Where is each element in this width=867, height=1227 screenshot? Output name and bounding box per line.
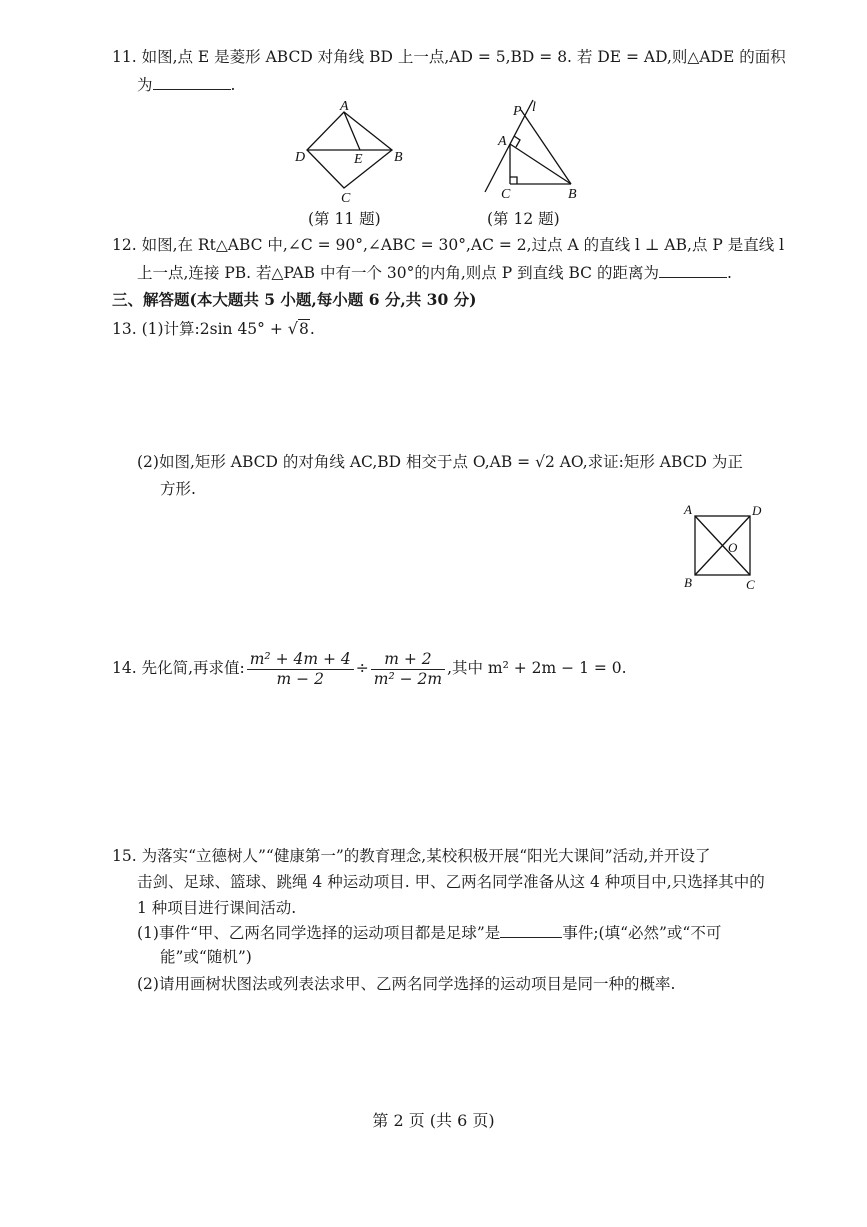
q14-prefix: 14. 先化简,再求值: [112,659,245,677]
sqrt-icon: √ [287,319,298,338]
q11-line-2 [137,74,235,96]
q14-fraction-1 [247,650,354,689]
q11-line-2-prefix: 为 [137,76,153,94]
q11-line-2-suffix: . [230,76,236,94]
q11-label-c: C [341,191,351,206]
q12-label-a: A [498,134,507,149]
q13-label-a: A [684,502,692,517]
q11-label-a: A [340,99,349,114]
right-angle-c [510,177,517,184]
q15-line-3: 1 种项目进行课间活动. [137,899,297,917]
q15-part-2: (2)请用画树状图法或列表法求甲、乙两名同学选择的运动项目是同一种的概率. [137,975,676,993]
q11-label-e: E [354,152,363,167]
q13-label-b: B [684,575,692,590]
q15-answer-blank [500,923,562,938]
page-footer: 第 2 页 (共 6 页) [372,1111,495,1130]
q15-part-1-prefix: (1)事件“甲、乙两名同学选择的运动项目都是足球”是 [137,924,501,942]
q11-rhombus-figure [290,98,410,210]
q13-part-2-line-2: 方形. [160,480,196,498]
q13-rectangle-figure [678,500,768,592]
q13-label-o: O [728,540,738,555]
q14-suffix: ,其中 m² + 2m − 1 = 0. [447,659,627,677]
q11-label-b: B [394,150,403,165]
q12-line-2 [137,262,732,284]
q13-label-c: C [746,577,755,592]
q15-part-1-line-2: 能”或“随机”) [160,948,252,966]
q12-label-c: C [501,187,511,202]
q14-fraction-2 [371,650,445,689]
q12-line-2-suffix: . [726,264,732,282]
q12-triangle-figure [475,96,590,206]
q13-part-1-suffix: . [309,320,315,338]
q15-part-1 [137,922,721,944]
q15-line-1: 15. 为落实“立德树人”“健康第一”的教育理念,某校积极开展“阳光大课间”活动,并开设了 [112,847,711,865]
q12-label-b: B [568,187,577,202]
q13-radicand: 8 [298,320,309,338]
q14-operator: ÷ [355,659,369,677]
q12-label-l: l [532,100,536,115]
q12-line-1: 12. 如图,在 Rt△ABC 中,∠C = 90°,∠ABC = 30°,AC = 2,过点 A 的直线 l ⊥ AB,点 P 是直线 l [112,236,785,254]
q11-label-d: D [295,150,306,165]
q13-part-2-line-1: (2)如图,矩形 ABCD 的对角线 AC,BD 相交于点 O,AB = √2 AO,求证:矩形 ABCD 为正 [137,453,743,471]
q14-fraction-2-numerator: m + 2 [371,650,445,670]
q13-label-d: D [752,503,762,518]
q14-fraction-1-denominator: m − 2 [276,669,324,688]
segment-ab [510,144,571,184]
section-3-header: 三、解答题(本大题共 5 小题,每小题 6 分,共 30 分) [112,290,477,309]
q14-line [112,648,627,689]
q12-answer-blank [659,263,727,278]
q14-fraction-2-denominator: m² − 2m [373,669,443,688]
q15-part-1-suffix: 事件;(填“必然”或“不可 [562,924,722,942]
q11-line-1: 11. 如图,点 E 是菱形 ABCD 对角线 BD 上一点,AD = 5,BD = 8. 若 DE = AD,则△ADE 的面积 [112,48,786,66]
q11-caption: (第 11 题) [308,210,381,228]
segment-pb [521,110,571,184]
line-l [485,100,533,192]
q14-fraction-1-numerator: m² + 4m + 4 [247,650,354,670]
q11-answer-blank [153,75,231,90]
q13-part-1 [112,318,315,340]
right-angle-a [514,136,520,147]
q15-line-2: 击剑、足球、篮球、跳绳 4 种运动项目. 甲、乙两名同学准备从这 4 种项目中,只选择其中的 [137,873,765,891]
q13-sqrt [288,318,310,340]
q12-label-p: P [513,104,522,119]
q13-part-1-prefix: 13. (1)计算:2sin 45° + [112,320,288,338]
q12-line-2-prefix: 上一点,连接 PB. 若△PAB 中有一个 30°的内角,则点 P 到直线 BC 的距离为 [137,264,659,282]
q12-caption: (第 12 题) [487,210,560,228]
